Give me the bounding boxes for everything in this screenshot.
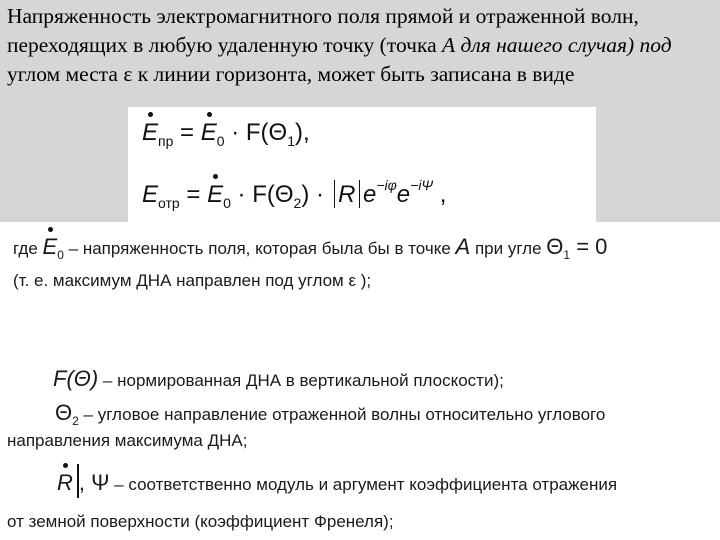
formula-sub: 2 xyxy=(293,195,302,211)
abs-bar-left xyxy=(334,180,336,208)
r-symbol: R xyxy=(338,181,356,208)
formula-text: · F(Θ xyxy=(230,181,294,208)
formula-direct-wave xyxy=(142,119,310,149)
e0-dot-symbol: E xyxy=(201,119,217,147)
formula-text: ), xyxy=(295,119,310,146)
heading-part2: А для нашего случая) под xyxy=(442,33,672,57)
formula-sub: отр xyxy=(158,195,180,211)
note-theta2-continued: направления максимума ДНА; xyxy=(7,431,248,450)
e0-dot-symbol: E xyxy=(43,234,58,260)
slide-text xyxy=(7,2,715,89)
formula-image xyxy=(128,107,596,222)
e0-dot-symbol: E xyxy=(207,181,223,209)
e-symbol: E xyxy=(142,181,159,208)
note-r-psi: R , Ψ – соответственно модуль и аргумент коэффициента отражения xyxy=(57,470,617,496)
abs-bar-right xyxy=(359,180,361,208)
note-e0-clarification: (т. е. максимум ДНА направлен под углом ε ); xyxy=(13,271,372,290)
note-theta2: $\Theta_2$ – угловое направление отраженной волны относительно углового xyxy=(55,400,606,428)
note-f-theta: F(Θ) – нормированная ДНА в вертикальной плоскости); xyxy=(53,366,504,391)
e-dot-symbol: E xyxy=(142,119,158,147)
r-abs-symbol: R xyxy=(57,470,79,496)
formula-sub: 0 xyxy=(223,195,231,211)
note-r-psi-continued: от земной поверхности (коэффициент Френеля); xyxy=(7,512,394,531)
formula-reflected-wave xyxy=(142,177,446,211)
formula-eq: = xyxy=(173,119,201,146)
formula-text: , xyxy=(433,181,447,208)
formula-text: ) · xyxy=(301,181,331,208)
exp-power: −iφ xyxy=(376,177,397,193)
exp-power: −iΨ xyxy=(410,177,434,193)
formula-eq: = xyxy=(179,181,208,208)
note-e0-definition: где $E_0$ – напряженность поля, которая была бы в точке А при угле $\Theta_1 = 0$ xyxy=(13,234,607,262)
formula-sub: 1 xyxy=(287,133,296,149)
exp-base: e xyxy=(363,181,377,208)
formula-sub: пр xyxy=(158,133,174,149)
exp-base: e xyxy=(396,181,411,208)
heading-part3: углом места ε к линии горизонта, может быть записана в виде xyxy=(7,62,575,86)
formula-sub: 0 xyxy=(216,133,225,149)
formula-text: · F(Θ xyxy=(224,119,288,146)
heading-part1: Напряженность электромагнитного поля прямой и отраженной волн, переходящих в любую удаленную точку (точка xyxy=(7,4,639,57)
